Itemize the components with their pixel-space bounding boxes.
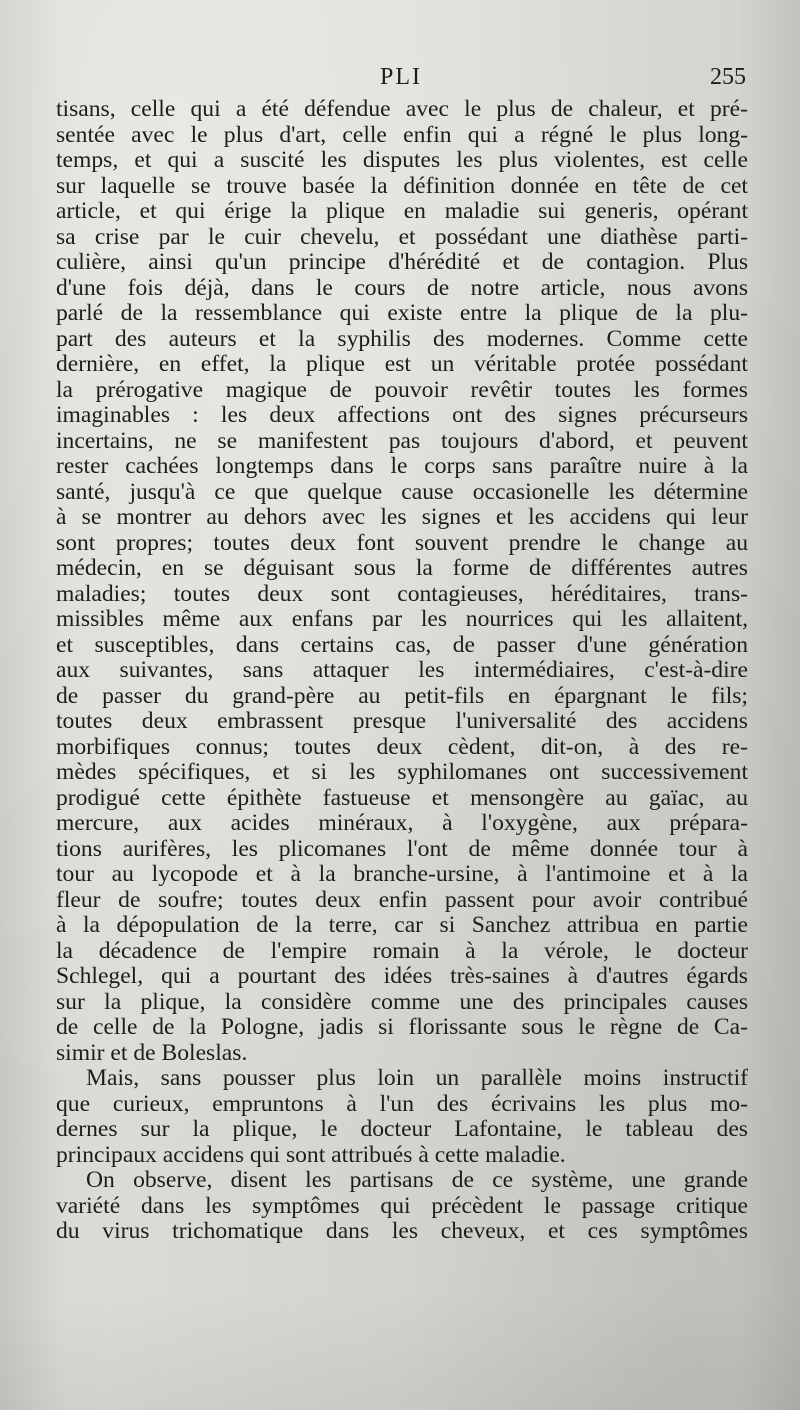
text-line: maladies; toutes deux sont contagieuses, héréditaires, trans- bbox=[56, 581, 748, 607]
text-line: dernière, en effet, la plique est un véritable protée possédant bbox=[56, 352, 748, 377]
text-line: missibles même aux enfans par les nourrices qui les allaitent, bbox=[56, 607, 748, 632]
text-line: imaginables : les deux affections ont des signes précurseurs bbox=[56, 403, 748, 428]
text-line: part des auteurs et la syphilis des modernes. Comme cette bbox=[56, 326, 748, 352]
body-text bbox=[56, 97, 748, 1245]
text-line: sentée avec le plus d'art, celle enfin qui a régné le plus long- bbox=[56, 122, 748, 148]
text-line: article, et qui érige la plique en maladie sui generis, opérant bbox=[56, 199, 748, 224]
text-line: à se montrer au dehors avec les signes et les accidens qui leur bbox=[56, 505, 748, 530]
text-line: tisans, celle qui a été défendue avec le plus de chaleur, et pré- bbox=[56, 97, 748, 122]
text-line: et susceptibles, dans certains cas, de passer d'une génération bbox=[56, 632, 748, 658]
text-line: fleur de soufre; toutes deux enfin passent pour avoir contribué bbox=[56, 887, 748, 913]
text-line: principaux accidens qui sont attribués à cette maladie. bbox=[56, 1142, 566, 1168]
text-line: incertains, ne se manifestent pas toujours d'abord, et peuvent bbox=[56, 428, 748, 454]
text-line: sa crise par le cuir chevelu, et possédant une diathèse parti- bbox=[56, 224, 748, 250]
text-line: dernes sur la plique, le docteur Lafontaine, le tableau des bbox=[56, 1117, 748, 1142]
text-line: du virus trichomatique dans les cheveux, et ces symptômes bbox=[56, 1219, 748, 1244]
text-line: sur laquelle se trouve basée la définition donnée en tête de cet bbox=[56, 173, 748, 199]
text-line: que curieux, empruntons à l'un des écrivains les plus mo- bbox=[56, 1091, 748, 1117]
running-head: PLI bbox=[380, 64, 422, 90]
text-line: mercure, aux acides minéraux, à l'oxygène, aux prépara- bbox=[56, 811, 748, 836]
text-line: prodigué cette épithète fastueuse et mensongère au gaïac, au bbox=[56, 785, 748, 811]
text-line: sur la plique, la considère comme une des principales causes bbox=[56, 989, 748, 1015]
text-line: morbifiques connus; toutes deux cèdent, dit-on, à des re- bbox=[56, 734, 748, 760]
text-line: variété dans les symptômes qui précèdent le passage critique bbox=[56, 1193, 748, 1219]
text-line: la prérogative magique de pouvoir revêtir toutes les formes bbox=[56, 377, 748, 403]
text-line: toutes deux embrassent presque l'universalité des accidens bbox=[56, 709, 748, 734]
text-line: tions aurifères, les plicomanes l'ont de même donnée tour à bbox=[56, 836, 748, 862]
text-line: mèdes spécifiques, et si les syphilomanes ont successivement bbox=[56, 760, 748, 785]
text-line: On observe, disent les partisans de ce système, une grande bbox=[86, 1168, 748, 1193]
text-line: santé, jusqu'à ce que quelque cause occasionelle les détermine bbox=[56, 479, 748, 505]
text-line: à la dépopulation de la terre, car si Sanchez attribua en partie bbox=[56, 913, 748, 938]
page-number: 255 bbox=[710, 64, 746, 90]
text-line: médecin, en se déguisant sous la forme de différentes autres bbox=[56, 556, 748, 581]
text-line: rester cachées longtemps dans le corps sans paraître nuire à la bbox=[56, 454, 748, 479]
text-line: temps, et qui a suscité les disputes les plus violentes, est celle bbox=[56, 148, 748, 173]
text-line: Schlegel, qui a pourtant des idées très-saines à d'autres égards bbox=[56, 964, 748, 989]
text-line: tour au lycopode et à la branche-ursine, à l'antimoine et à la bbox=[56, 862, 748, 887]
text-line: Mais, sans pousser plus loin un parallèle moins instructif bbox=[86, 1066, 748, 1091]
text-line: aux suivantes, sans attaquer les intermédiaires, c'est-à-dire bbox=[56, 658, 748, 683]
text-line: de celle de la Pologne, jadis si florissante sous le règne de Ca- bbox=[56, 1015, 748, 1040]
text-line: de passer du grand-père au petit-fils en épargnant le fils; bbox=[56, 683, 748, 709]
text-line: d'une fois déjà, dans le cours de notre article, nous avons bbox=[56, 275, 748, 301]
text-line: la décadence de l'empire romain à la vérole, le docteur bbox=[56, 938, 748, 964]
text-line: culière, ainsi qu'un principe d'hérédité et de contagion. Plus bbox=[56, 250, 748, 275]
text-line: parlé de la ressemblance qui existe entre la plique de la plu- bbox=[56, 301, 748, 326]
page-header bbox=[56, 64, 746, 98]
text-line: sont propres; toutes deux font souvent prendre le change au bbox=[56, 530, 748, 556]
page-shading bbox=[0, 1290, 800, 1410]
text-line: simir et de Boleslas. bbox=[56, 1040, 248, 1066]
